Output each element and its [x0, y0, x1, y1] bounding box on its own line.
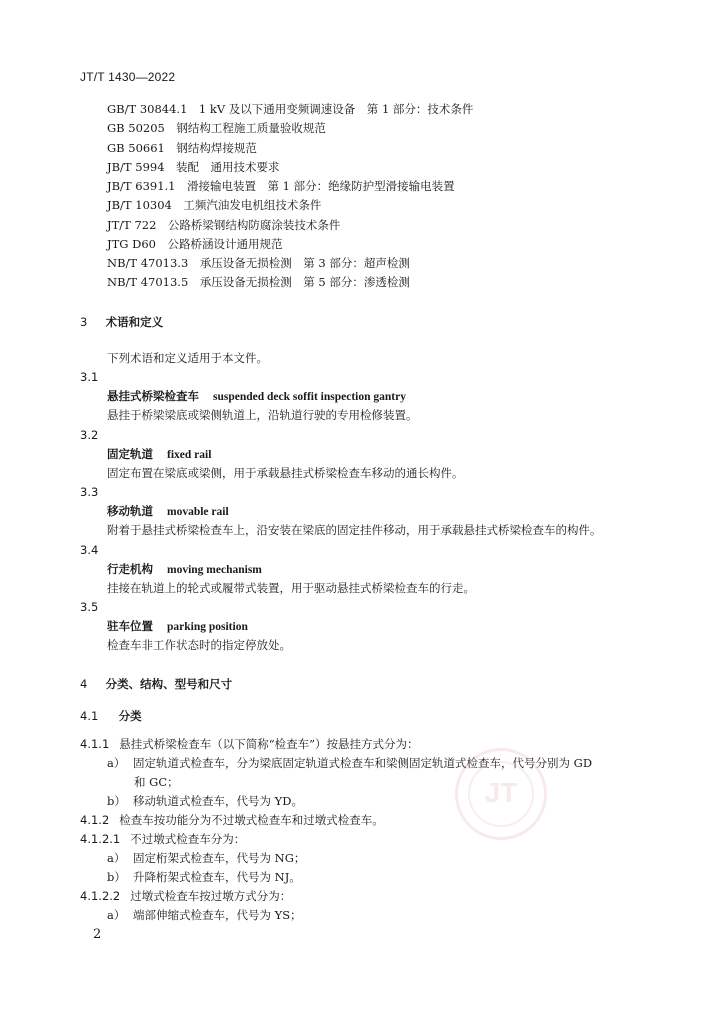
clause-text: 悬挂式桥梁检查车（以下简称“检查车”）按悬挂方式分为： [119, 737, 419, 751]
reference-item: JT/T 722 公路桥梁钢结构防腐涂装技术条件 [107, 218, 341, 232]
section-intro: 下列术语和定义适用于本文件。 [107, 351, 268, 365]
term-definition: 固定布置在梁底或梁侧，用于承载悬挂式桥梁检查车移动的通长构件。 [107, 466, 464, 480]
term-number: 3.5 [80, 600, 99, 614]
reference-item: NB/T 47013.3 承压设备无损检测 第 3 部分：超声检测 [107, 256, 410, 270]
subsection-title: 分类 [118, 709, 142, 723]
reference-item: JTG D60 公路桥涵设计通用规范 [107, 237, 283, 251]
term-title [107, 562, 262, 577]
list-text: 移动轨道式检查车，代号为 YD。 [133, 794, 303, 808]
list-item [107, 870, 301, 884]
list-item [107, 908, 302, 922]
subsection-number: 4.1 [80, 709, 99, 723]
term-en: moving mechanism [167, 564, 262, 576]
clause-text: 过墩式检查车按过墩方式分为： [130, 889, 292, 903]
section-number: 3 [80, 315, 88, 329]
term-en: movable rail [167, 506, 229, 518]
term-en: parking position [167, 621, 248, 633]
clause [80, 813, 384, 827]
term-zh: 移动轨道 [107, 504, 153, 518]
list-text: 升降桁架式检查车，代号为 NJ。 [133, 870, 301, 884]
list-marker: b） [107, 870, 126, 884]
section-number: 4 [80, 677, 88, 691]
list-marker: a） [107, 908, 126, 922]
watermark-seal [455, 748, 547, 840]
list-item [107, 794, 303, 808]
list-item-continuation: 和 GC； [134, 775, 179, 789]
term-zh: 固定轨道 [107, 447, 153, 461]
list-text: 固定桁架式检查车，代号为 NG； [133, 851, 306, 865]
clause-text: 检查车按功能分为不过墩式检查车和过墩式检查车。 [119, 813, 384, 827]
term-definition: 检查车非工作状态时的指定停放处。 [107, 638, 291, 652]
section-title: 分类、结构、型号和尺寸 [105, 677, 233, 691]
reference-item: GB 50205 钢结构工程施工质量验收规范 [107, 121, 326, 135]
list-marker: a） [107, 756, 126, 770]
term-zh: 悬挂式桥梁检查车 [107, 389, 199, 403]
list-text: 固定轨道式检查车，分为梁底固定轨道式检查车和梁侧固定轨道式检查车，代号分别为 GD [133, 756, 593, 770]
term-zh: 行走机构 [107, 562, 153, 576]
section-heading [80, 315, 163, 329]
section-title: 术语和定义 [105, 315, 164, 329]
reference-item: NB/T 47013.5 承压设备无损检测 第 5 部分：渗透检测 [107, 275, 410, 289]
reference-item: GB 50661 钢结构焊接规范 [107, 141, 257, 155]
term-number: 3.3 [80, 485, 99, 499]
term-definition: 挂接在轨道上的轮式或履带式装置，用于驱动悬挂式桥梁检查车的行走。 [107, 581, 475, 595]
term-title [107, 619, 248, 634]
term-title [107, 504, 229, 519]
standard-code-header: JT/T 1430—2022 [80, 70, 176, 84]
term-zh: 驻车位置 [107, 619, 153, 633]
term-number: 3.2 [80, 428, 99, 442]
clause [80, 832, 245, 846]
list-marker: b） [107, 794, 126, 808]
reference-item: JB/T 6391.1 滑接输电装置 第 1 部分：绝缘防护型滑接输电装置 [107, 179, 455, 193]
clause-text: 不过墩式检查车分为： [130, 832, 246, 846]
term-title [107, 447, 211, 462]
clause [80, 889, 291, 903]
clause-number: 4.1.2.1 [80, 832, 121, 846]
reference-item: JB/T 5994 装配 通用技术要求 [107, 160, 280, 174]
list-text: 端部伸缩式检查车，代号为 YS； [133, 908, 302, 922]
reference-item: JB/T 10304 工频汽油发电机组技术条件 [107, 198, 322, 212]
term-number: 3.4 [80, 543, 99, 557]
list-marker: a） [107, 851, 126, 865]
clause-number: 4.1.2 [80, 813, 110, 827]
page-number: 2 [93, 927, 102, 942]
term-en: fixed rail [167, 449, 212, 461]
term-en: suspended deck soffit inspection gantry [213, 391, 406, 403]
term-title [107, 389, 406, 404]
section-heading [80, 677, 232, 691]
reference-item: GB/T 30844.1 1 kV 及以下通用变频调速设备 第 1 部分：技术条件 [107, 102, 474, 116]
clause [80, 737, 419, 751]
list-item [107, 851, 305, 865]
term-number: 3.1 [80, 370, 99, 384]
watermark-text: JT [484, 777, 518, 808]
subsection-heading [80, 709, 142, 723]
clause-number: 4.1.2.2 [80, 889, 121, 903]
clause-number: 4.1.1 [80, 737, 110, 751]
term-definition: 悬挂于桥梁梁底或梁侧轨道上，沿轨道行驶的专用检修装置。 [107, 408, 418, 422]
term-definition: 附着于悬挂式桥梁检查车上，沿安装在梁底的固定挂件移动，用于承载悬挂式桥梁检查车的构件。 [107, 523, 602, 537]
